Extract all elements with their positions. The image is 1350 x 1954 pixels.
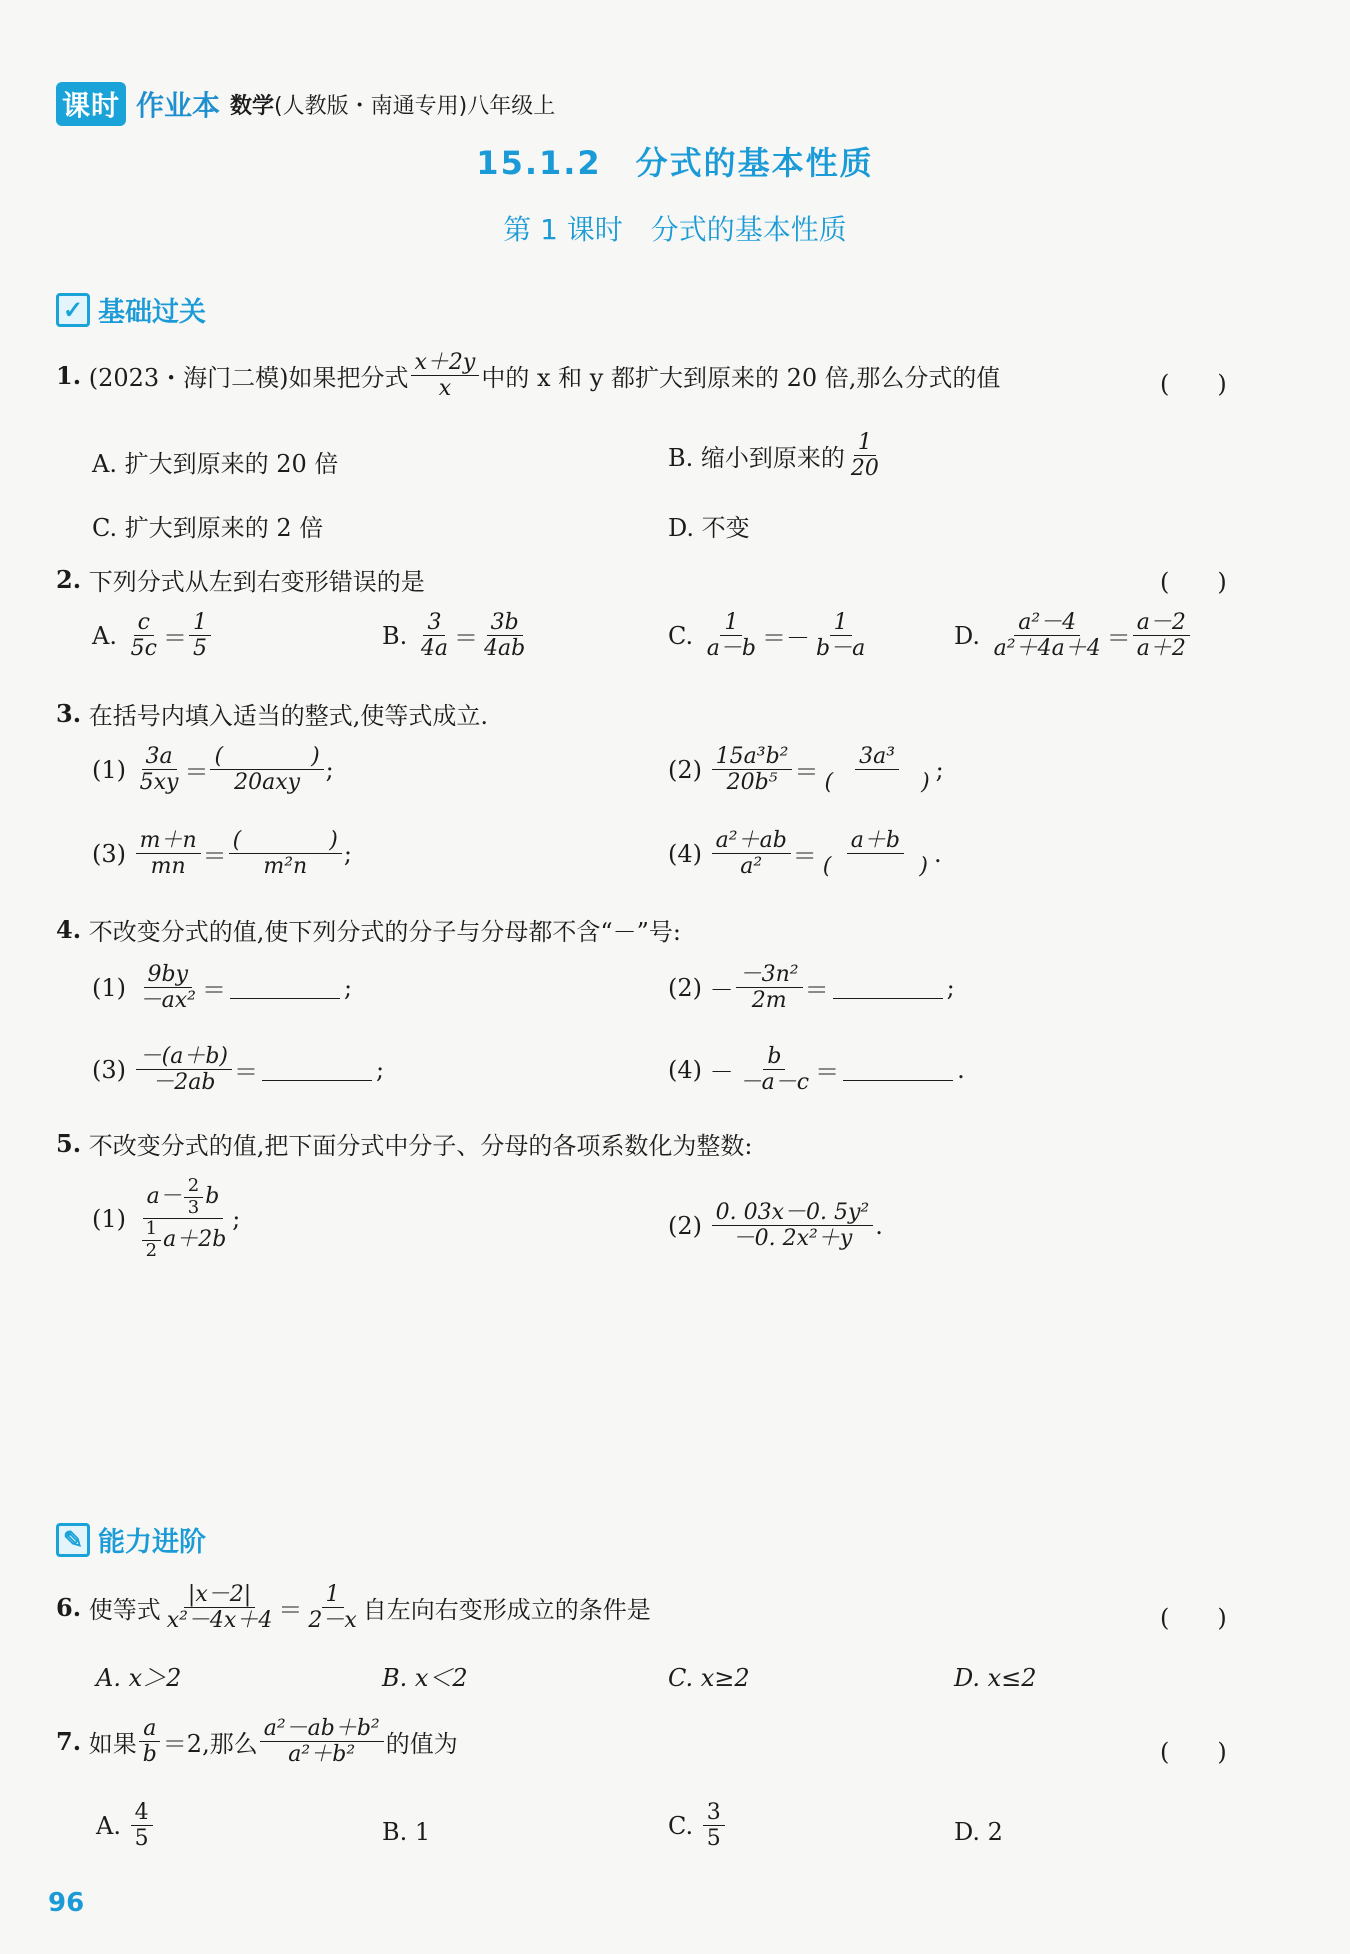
answer-blank[interactable] [843, 1058, 953, 1081]
q1-number: 1. [56, 361, 82, 391]
equals-sign: ＝ [278, 1596, 303, 1625]
frac-den: a－b [706, 636, 756, 662]
frac-den: 4a [420, 636, 449, 662]
frac [163, 1582, 277, 1634]
q1-answer-bracket[interactable]: ( ) [1160, 370, 1227, 398]
q3-part-3 [92, 828, 352, 880]
q1-post: 中的 x 和 y 都扩大到原来的 20 倍,那么分式的值 [481, 364, 1001, 393]
frac-num: c [134, 610, 154, 636]
answer-blank[interactable] [262, 1058, 372, 1081]
equals-sign: ＝ [201, 976, 226, 1005]
frac-num: a＋b [847, 828, 904, 854]
frac [131, 1800, 153, 1852]
fill-blank[interactable]: ( ) [210, 744, 323, 770]
pencil-icon: ✎ [56, 1523, 90, 1557]
q2-number: 2. [56, 565, 82, 594]
q4-stem [56, 912, 681, 947]
q6-option-d[interactable]: D. x≤2 [954, 1664, 1037, 1692]
frac-den: 2－x [308, 1608, 357, 1634]
frac-den: 20axy [234, 770, 301, 796]
part-label: (3) [92, 839, 126, 868]
q7-stem [56, 1716, 458, 1768]
frac-num: a²－4 [1014, 610, 1080, 636]
frac-den: a＋2 [1136, 636, 1186, 662]
equals-minus: ＝－ [761, 624, 810, 653]
frac-den: 3 [187, 1196, 200, 1218]
q1-option-b[interactable] [668, 430, 885, 482]
q4-number: 4. [56, 915, 82, 944]
equals-sign: ＝ [1106, 624, 1131, 653]
q4-text: 不改变分式的值,使下列分式的分子与分母都不含“－”号: [88, 918, 681, 946]
option-label: C. [668, 1811, 694, 1840]
part-label: (2) [668, 973, 702, 1002]
frac [990, 610, 1105, 662]
q2-option-b[interactable] [382, 610, 531, 662]
equals-sign: ＝ [202, 842, 227, 871]
frac-den: 5 [706, 1826, 721, 1852]
punctuation: ; [946, 973, 955, 1002]
q6-option-b[interactable]: B. x＜2 [382, 1664, 468, 1692]
q1-option-c[interactable]: C. 扩大到原来的 2 倍 [92, 514, 324, 542]
frac [136, 744, 183, 796]
frac-num: 3a [142, 744, 177, 770]
equals-sign: ＝ [234, 1058, 259, 1087]
q1-frac-den: x [438, 376, 452, 402]
frac-num: |x－2| [184, 1582, 255, 1608]
option-label: C. [668, 621, 694, 650]
frac-den: b－a [815, 636, 866, 662]
frac [136, 1044, 232, 1096]
frac-num: a [139, 1716, 160, 1742]
fill-blank[interactable]: ( ) [822, 854, 928, 880]
q2-text: 下列分式从左到右变形错误的是 [88, 568, 425, 596]
frac-num: 3a³ [855, 744, 899, 770]
option-label: D. [954, 621, 981, 650]
answer-blank[interactable] [833, 976, 943, 999]
part-label: (4) [668, 1055, 702, 1084]
brand-logo: 课时 [56, 82, 126, 126]
option-label: B. [382, 621, 408, 650]
complex-frac-num [143, 1176, 224, 1219]
section-basic [56, 290, 206, 329]
punctuation: ; [343, 839, 352, 868]
page-number: 96 [48, 1888, 85, 1918]
frac-num: a²－ab＋b² [260, 1716, 384, 1742]
frac-den: 5 [192, 636, 207, 662]
q7-option-d[interactable]: D. 2 [954, 1818, 1003, 1846]
q4-part-1 [92, 962, 352, 1014]
q1-fraction [411, 350, 480, 402]
frac [136, 962, 200, 1014]
frac-den: －ax² [139, 988, 196, 1014]
answer-blank[interactable] [230, 976, 340, 999]
q6-stem [56, 1582, 651, 1634]
frac-num: 9by [144, 962, 193, 988]
frac-num: 3 [423, 610, 445, 636]
q1-stem [56, 350, 1000, 402]
punctuation: ; [935, 755, 944, 784]
frac-num: －(a＋b) [136, 1044, 232, 1070]
equals-sign: ＝ [804, 976, 829, 1005]
frac-num: 3b [487, 610, 523, 636]
part-label: (2) [668, 755, 702, 784]
frac-num: 1 [854, 430, 876, 456]
punctuation: ; [325, 755, 334, 784]
q1-option-d[interactable]: D. 不变 [668, 514, 750, 542]
punctuation: . [933, 839, 942, 868]
q6-answer-bracket[interactable]: ( ) [1160, 1604, 1227, 1632]
q1-option-a[interactable]: A. 扩大到原来的 20 倍 [92, 450, 339, 478]
frac [136, 828, 201, 880]
complex-frac-den [136, 1219, 231, 1261]
frac-num: 1 [189, 610, 211, 636]
brand-name: 作业本 [136, 89, 221, 122]
frac-num: 4 [131, 1800, 153, 1826]
q7-option-a[interactable] [96, 1800, 155, 1852]
q7-option-b[interactable]: B. 1 [382, 1818, 431, 1846]
frac-den: 4ab [484, 636, 526, 662]
frac-den: 5c [130, 636, 157, 662]
q7-number: 7. [56, 1727, 82, 1757]
q7-option-c[interactable] [668, 1800, 727, 1852]
q3-part-4 [668, 828, 942, 880]
frac-den: a²＋4a＋4 [993, 636, 1101, 662]
frac-num: 1 [322, 1582, 344, 1608]
q6-number: 6. [56, 1593, 82, 1623]
part-label: (2) [668, 1211, 702, 1240]
frac [417, 610, 452, 662]
q7-post: 的值为 [385, 1730, 458, 1759]
q1-pre: (2023・海门二模)如果把分式 [88, 364, 409, 393]
frac-den: b [142, 1742, 157, 1768]
equals-sign: ＝ [162, 624, 187, 653]
frac-num: －3n² [736, 962, 803, 988]
punctuation: . [875, 1211, 883, 1240]
frac [712, 1200, 874, 1252]
frac-den: －a－c [739, 1070, 810, 1096]
q4-part-4 [668, 1044, 965, 1096]
minus-sign: － [709, 976, 734, 1005]
frac-den: x²－4x＋4 [166, 1608, 273, 1634]
frac [127, 610, 161, 662]
frac [819, 828, 932, 880]
frac-num: a²＋ab [712, 828, 791, 854]
frac [1133, 610, 1190, 662]
header-brand [56, 84, 555, 124]
frac [142, 1219, 161, 1261]
q5-part-1 [92, 1176, 240, 1262]
frac [812, 610, 869, 662]
option-label: A. [92, 621, 117, 650]
frac-den: 20b⁵ [726, 770, 778, 796]
punctuation: ; [343, 973, 353, 1002]
checkmark-icon: ✓ [56, 293, 90, 327]
equals-sign: ＝ [184, 758, 209, 787]
frac-den: 5xy [139, 770, 179, 796]
frac-den: mn [150, 854, 186, 880]
term: a＋2b [163, 1227, 227, 1253]
header-edition: (人教版・南通专用)八年级上 [274, 93, 556, 119]
section-basic-label: 基础过关 [98, 297, 206, 328]
frac-den: 2m [751, 988, 787, 1014]
part-label: (4) [668, 839, 702, 868]
fill-blank[interactable]: ( ) [229, 828, 342, 854]
frac [736, 962, 803, 1014]
q5-stem [56, 1126, 752, 1161]
punctuation: . [957, 1055, 965, 1084]
frac-num: a－2 [1133, 610, 1190, 636]
q6-pre: 使等式 [88, 1596, 161, 1625]
frac-num: 15a³b² [712, 744, 793, 770]
frac-num: 1 [830, 610, 852, 636]
equals-sign: ＝ [794, 758, 819, 787]
header-subject-line [230, 89, 555, 120]
q3-stem [56, 696, 488, 731]
frac [304, 1582, 360, 1634]
frac [139, 1716, 161, 1768]
frac [820, 744, 933, 796]
section-advanced-label: 能力进阶 [98, 1527, 206, 1558]
frac-den: 20 [850, 456, 879, 482]
q6-option-a[interactable]: A. x＞2 [96, 1664, 182, 1692]
frac-num: 2 [184, 1176, 203, 1198]
frac-den: 5 [134, 1826, 149, 1852]
punctuation: ; [376, 1055, 385, 1084]
frac [703, 1800, 725, 1852]
q3-text: 在括号内填入适当的整式,使等式成立. [88, 702, 488, 730]
frac-num: 1 [142, 1219, 161, 1241]
q7-pre: 如果 [88, 1730, 137, 1759]
part-label: (1) [92, 755, 126, 784]
section-advanced [56, 1520, 206, 1559]
q2-answer-bracket[interactable]: ( ) [1160, 568, 1227, 596]
frac-num: m＋n [136, 828, 201, 854]
frac [480, 610, 529, 662]
frac [712, 744, 793, 796]
header-subject: 数学 [230, 93, 275, 119]
q7-answer-bracket[interactable]: ( ) [1160, 1738, 1227, 1766]
frac-den: －0. 2x²＋y [732, 1226, 853, 1252]
q1-option-b-frac [847, 430, 883, 482]
equals-sign: ＝ [792, 842, 817, 871]
page-title: 15.1.2 分式的基本性质 [476, 144, 874, 182]
q6-post: 自左向右变形成立的条件是 [362, 1596, 651, 1625]
frac [736, 1044, 813, 1096]
frac [229, 828, 342, 880]
punctuation: ; [232, 1204, 241, 1233]
frac-den: 2 [145, 1240, 158, 1262]
term: a－ [146, 1184, 182, 1210]
frac-num: 3 [703, 1800, 725, 1826]
minus-sign: － [709, 1058, 734, 1087]
q1-option-b-text: B. 缩小到原来的 [668, 444, 845, 473]
q3-number: 3. [56, 699, 82, 728]
frac [712, 828, 791, 880]
q7-mid: ＝2,那么 [162, 1730, 258, 1759]
term: b [205, 1184, 220, 1210]
frac-den: a² [740, 854, 763, 880]
q5-text: 不改变分式的值,把下面分式中分子、分母的各项系数化为整数: [88, 1132, 753, 1160]
complex-frac [136, 1176, 231, 1262]
frac-num: 1 [720, 610, 742, 636]
frac-num: b [763, 1044, 785, 1070]
frac [210, 744, 323, 796]
q3-part-2 [668, 744, 944, 796]
q5-number: 5. [56, 1129, 82, 1158]
frac-den: －2ab [152, 1070, 216, 1096]
part-label: (1) [92, 1204, 126, 1233]
fill-blank[interactable]: ( ) [824, 770, 930, 796]
equals-sign: ＝ [454, 624, 479, 653]
frac [703, 610, 760, 662]
part-label: (1) [92, 973, 126, 1002]
frac-num: 0. 03x－0. 5y² [712, 1200, 874, 1226]
page-subtitle: 第 1 课时 分式的基本性质 [503, 213, 847, 246]
part-label: (3) [92, 1055, 126, 1084]
q3-part-1 [92, 744, 334, 796]
q4-part-2 [668, 962, 955, 1014]
q2-option-c[interactable] [668, 610, 871, 662]
option-label: A. [96, 1811, 121, 1840]
frac-den: m²n [263, 854, 308, 880]
frac-den: a²＋b² [288, 1742, 356, 1768]
q1-frac-num: x＋2y [411, 350, 480, 376]
q2-option-d[interactable] [954, 610, 1192, 662]
q5-part-2 [668, 1200, 883, 1252]
q2-stem [56, 562, 425, 597]
frac [189, 610, 211, 662]
equals-sign: ＝ [815, 1058, 840, 1087]
frac [184, 1176, 203, 1218]
frac [260, 1716, 384, 1768]
q2-option-a[interactable] [92, 610, 213, 662]
q4-part-3 [92, 1044, 384, 1096]
q6-option-c[interactable]: C. x≥2 [668, 1664, 750, 1692]
